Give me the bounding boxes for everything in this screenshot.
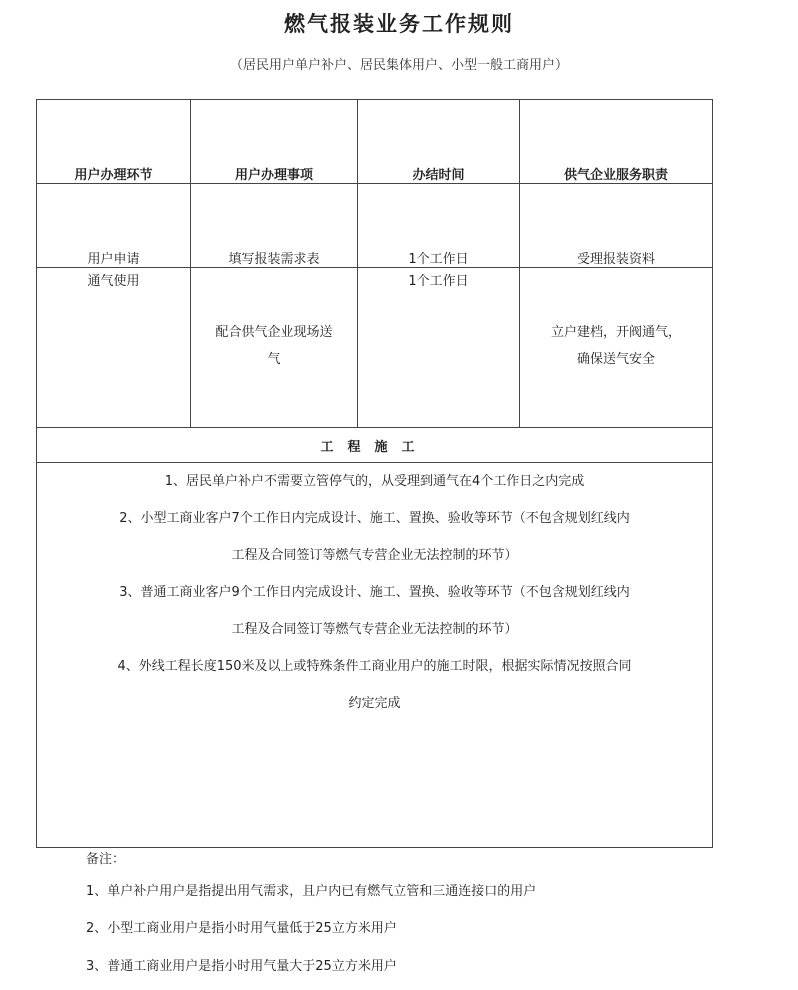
document-subtitle: （居民用户单户补户、居民集体用户、小型一般工商用户） xyxy=(229,58,568,73)
table-header-row xyxy=(37,100,713,184)
cell-line: 配合供气企业现场送 xyxy=(215,325,333,340)
header-cell: 用户办理事项 xyxy=(191,100,358,184)
document-title: 燃气报装业务工作规则 xyxy=(284,12,514,36)
construction-rules-cell xyxy=(37,463,713,848)
cell-line: 确保送气安全 xyxy=(576,352,655,367)
rule-line: 1、居民单户补户不需要立管停气的，从受理到通气在4个工作日之内完成 xyxy=(164,474,585,489)
section-title: 工程施工 xyxy=(37,428,713,463)
table-cell: 受理报装资料 xyxy=(520,184,713,268)
header-cell: 用户办理环节 xyxy=(37,100,191,184)
note-item: 2、小型工商业用户是指小时用气量低于25立方米用户 xyxy=(86,921,397,936)
rule-line: 2、小型工商业客户7个工作日内完成设计、施工、置换、验收等环节（不包含规划红线内 xyxy=(119,511,630,526)
rule-line: 工程及合同签订等燃气专营企业无法控制的环节） xyxy=(231,548,518,563)
table-cell xyxy=(191,268,358,428)
table-cell: 1个工作日 xyxy=(358,268,520,428)
table-cell: 用户申请 xyxy=(37,184,191,268)
rule-line: 3、普通工商业客户9个工作日内完成设计、施工、置换、验收等环节（不包含规划红线内 xyxy=(119,585,630,600)
table-cell: 1个工作日 xyxy=(358,184,520,268)
header-cell: 供气企业服务职责 xyxy=(520,100,713,184)
table-cell xyxy=(520,268,713,428)
notes-heading: 备注： xyxy=(86,852,126,867)
rule-line: 工程及合同签订等燃气专营企业无法控制的环节） xyxy=(231,622,518,637)
section-header-row xyxy=(37,428,713,463)
table-cell: 通气使用 xyxy=(37,268,191,428)
rules-table xyxy=(36,99,713,848)
note-item: 1、单户补户用户是指提出用气需求，且户内已有燃气立管和三通连接口的用户 xyxy=(86,884,537,899)
table-row xyxy=(37,184,713,268)
rule-line: 4、外线工程长度150米及以上或特殊条件工商业用户的施工时限，根据实际情况按照合同 xyxy=(117,659,632,674)
cell-line: 气 xyxy=(267,352,281,367)
cell-line: 立户建档，开阀通气， xyxy=(550,325,681,340)
rule-line: 约定完成 xyxy=(348,696,401,711)
construction-rules-row xyxy=(37,463,713,848)
table-cell: 填写报装需求表 xyxy=(191,184,358,268)
header-cell: 办结时间 xyxy=(358,100,520,184)
table-row xyxy=(37,268,713,428)
note-item: 3、普通工商业用户是指小时用气量大于25立方米用户 xyxy=(86,959,397,974)
